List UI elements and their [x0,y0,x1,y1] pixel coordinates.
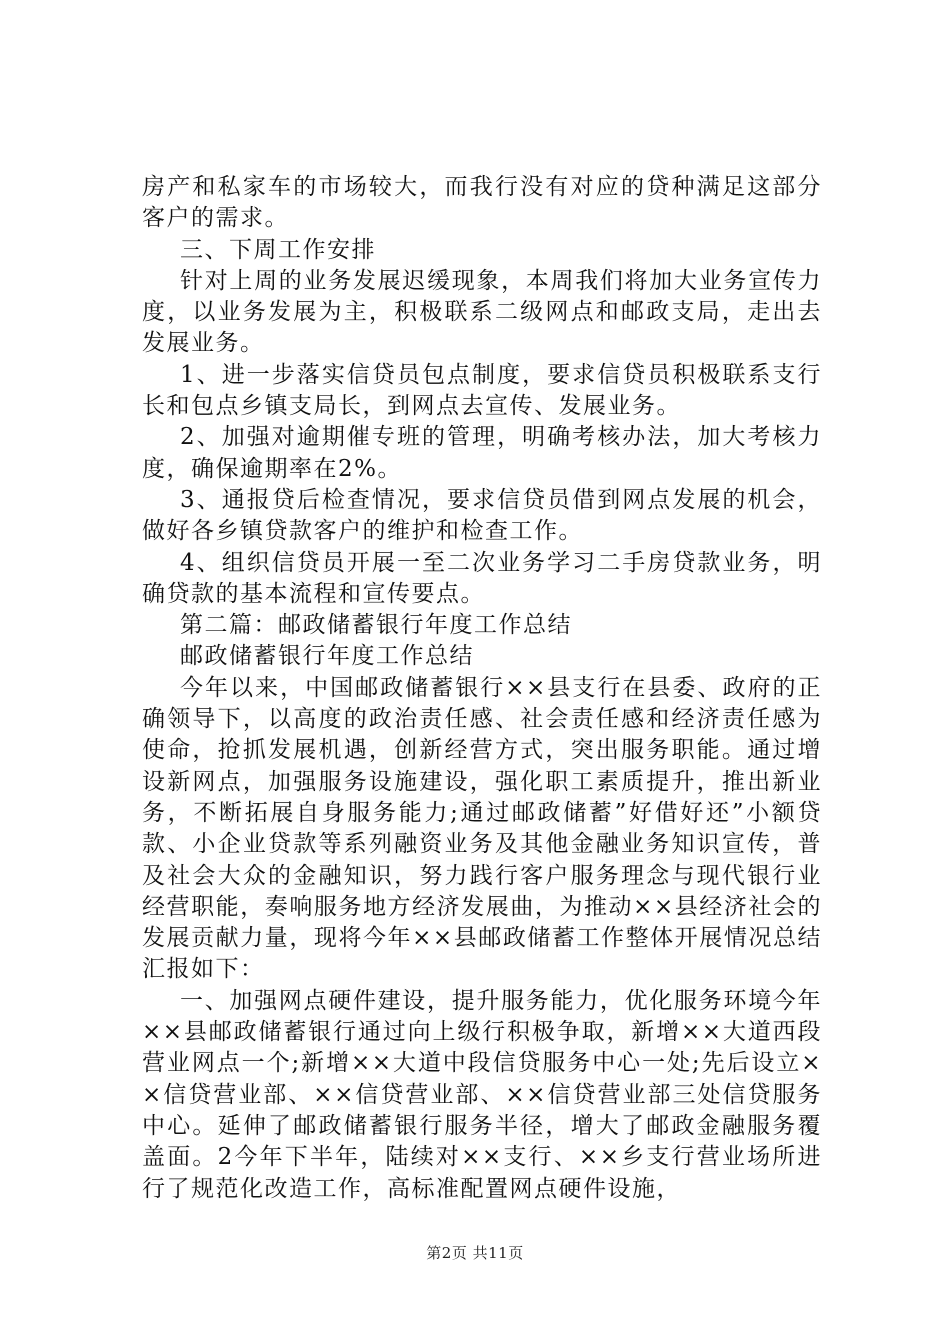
list-item-4: 4、组织信贷员开展一至二次业务学习二手房贷款业务，明确贷款的基本流程和宣传要点。 [142,549,822,607]
page-number: 第2页 共11页 [426,1244,524,1262]
paragraph-continuation: 房产和私家车的市场较大，而我行没有对应的贷种满足这部分客户的需求。 [142,174,822,232]
paragraph-section-one: 一、加强网点硬件建设，提升服务能力，优化服务环境今年××县邮政储蓄银行通过向上级行积极争取，新增××大道西段营业网点一个;新增××大道中段信贷服务中心一处;先后设立××信贷营业部、××信贷营业部、××信贷营业部三处信贷服务中心。延伸了邮政储蓄银行服务半径，增大了邮政金融服务覆盖面。2今年下半年，陆续对××支行、××乡支行营业场所进行了规范化改造工作，高标准配置网点硬件设施， [142,987,822,1202]
section-heading-next-week: 三、下周工作安排 [180,236,376,263]
document-title: 邮政储蓄银行年度工作总结 [180,643,474,670]
paragraph-intro: 针对上周的业务发展迟缓现象，本周我们将加大业务宣传力度，以业务发展为主，积极联系二级网点和邮政支局，走出去发展业务。 [142,267,822,357]
list-item-3: 3、通报贷后检查情况，要求信贷员借到网点发展的机会，做好各乡镇贷款客户的维护和检查工作。 [142,486,822,545]
list-item-2: 2、加强对逾期催专班的管理，明确考核办法，加大考核力度，确保逾期率在2%。 [142,424,822,482]
chapter-heading: 第二篇：邮政储蓄银行年度工作总结 [180,612,572,639]
document-body [142,172,822,1205]
list-item-1: 1、进一步落实信贷员包点制度，要求信贷员积极联系支行长和包点乡镇支局长，到网点去宣传、发展业务。 [142,361,822,420]
paragraph-summary: 今年以来，中国邮政储蓄银行××县支行在县委、政府的正确领导下，以高度的政治责任感、社会责任感和经济责任感为使命，抢抓发展机遇，创新经营方式，突出服务职能。通过增设新网点，加强服务设施建设，强化职工素质提升，推出新业务，不断拓展自身服务能力;通过邮政储蓄”好借好还”小额贷款、小企业贷款等系列融资业务及其他金融业务知识宣传，普及社会大众的金融知识，努力践行客户服务理念与现代银行业经营职能，奏响服务地方经济发展曲，为推动××县经济社会的发展贡献力量，现将今年××县邮政储蓄工作整体开展情况总结汇报如下： [142,674,822,983]
